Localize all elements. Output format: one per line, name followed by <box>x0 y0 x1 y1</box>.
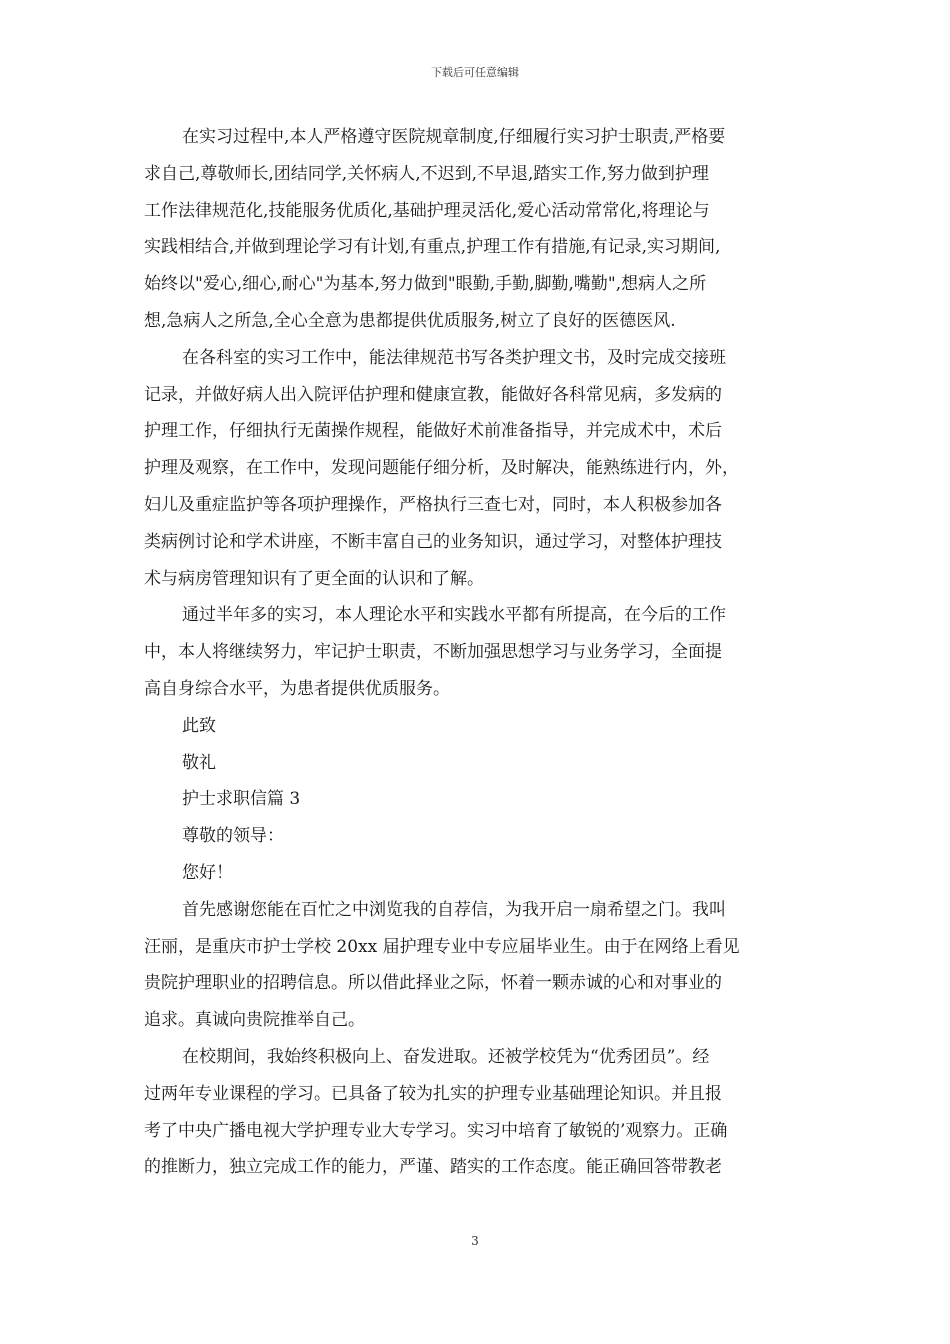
page-header: 下载后可任意编辑 <box>431 66 519 79</box>
page-number: 3 <box>471 1234 479 1248</box>
text-line: 求自己,尊敬师长,团结同学,关怀病人,不迟到,不早退,踏实工作,努力做到护理 <box>144 163 709 184</box>
text-line: 妇儿及重症监护等各项护理操作，严格执行三查七对，同时，本人积极参加各 <box>144 494 722 515</box>
text-line: 首先感谢您能在百忙之中浏览我的自荐信，为我开启一扇希望之门。我叫 <box>182 899 726 920</box>
greeting-address <box>144 818 806 855</box>
paragraph-summary <box>144 597 806 707</box>
text-line: 汪丽，是重庆市护士学校 20xx 届护理专业中专应届毕业生。由于在网络上看见 <box>144 936 740 957</box>
section-title <box>144 781 806 818</box>
text-line: 护士求职信篇 3 <box>182 789 301 810</box>
text-line: 考了中央广播电视大学护理专业大专学习。实习中培育了敏锐的’观察力。正确 <box>144 1120 728 1141</box>
text-line: 术与病房管理知识有了更全面的认识和了解。 <box>144 568 484 589</box>
paragraph-department-work <box>144 340 806 598</box>
text-line: 追求。真诚向贵院推举自己。 <box>144 1010 365 1031</box>
text-line: 类病例讨论和学术讲座，不断丰富自己的业务知识，通过学习，对整体护理技 <box>144 531 722 552</box>
text-line: 此致 <box>182 715 216 736</box>
text-line: 在校期间，我始终积极向上、奋发进取。还被学校凭为“优秀团员”。经 <box>182 1046 710 1067</box>
paragraph-introduction <box>144 892 806 1039</box>
text-line: 实践相结合,并做到理论学习有计划,有重点,护理工作有措施,有记录,实习期间, <box>144 237 721 258</box>
greeting-hello <box>144 855 806 892</box>
text-line: 护理工作，仔细执行无菌操作规程，能做好术前准备指导，并完成术中，术后 <box>144 421 722 442</box>
text-line: 通过半年多的实习，本人理论水平和实践水平都有所提高，在今后的工作 <box>182 605 726 626</box>
text-line: 中，本人将继续努力，牢记护士职责，不断加强思想学习与业务学习，全面提 <box>144 642 722 663</box>
text-line: 在实习过程中,本人严格遵守医院规章制度,仔细履行实习护士职责,严格要 <box>182 127 726 147</box>
text-line: 贵院护理职业的招聘信息。所以借此择业之际，怀着一颗赤诚的心和对事业的 <box>144 973 722 994</box>
text-line: 在各科室的实习工作中，能法律规范书写各类护理文书，及时完成交接班 <box>182 347 726 368</box>
paragraph-internship-conduct <box>144 119 806 340</box>
text-line: 始终以"爱心,细心,耐心"为基本,努力做到"眼勤,手勤,脚勤,嘴勤",想病人之所 <box>144 274 707 295</box>
text-line: 尊敬的领导： <box>182 826 284 847</box>
closing-regards <box>144 745 806 782</box>
letter-body <box>144 119 806 1186</box>
text-line: 护理及观察，在工作中，发现问题能仔细分析，及时解决，能熟练进行内，外， <box>144 458 739 479</box>
text-line: 敬礼 <box>182 752 216 773</box>
text-line: 记录，并做好病人出入院评估护理和健康宣教，能做好各科常见病，多发病的 <box>144 384 722 405</box>
text-line: 您好！ <box>182 862 233 883</box>
paragraph-school-experience <box>144 1039 806 1186</box>
text-line: 过两年专业课程的学习。已具备了较为扎实的护理专业基础理论知识。并且报 <box>144 1083 722 1104</box>
text-line: 工作法律规范化,技能服务优质化,基础护理灵活化,爱心活动常常化,将理论与 <box>144 200 710 221</box>
text-line: 想,急病人之所急,全心全意为患都提供优质服务,树立了良好的医德医风. <box>144 310 676 331</box>
text-line: 的推断力，独立完成工作的能力，严谨、踏实的工作态度。能正确回答带教老 <box>144 1157 722 1178</box>
closing-salutation <box>144 708 806 745</box>
text-line: 高自身综合水平，为患者提供优质服务。 <box>144 678 450 699</box>
